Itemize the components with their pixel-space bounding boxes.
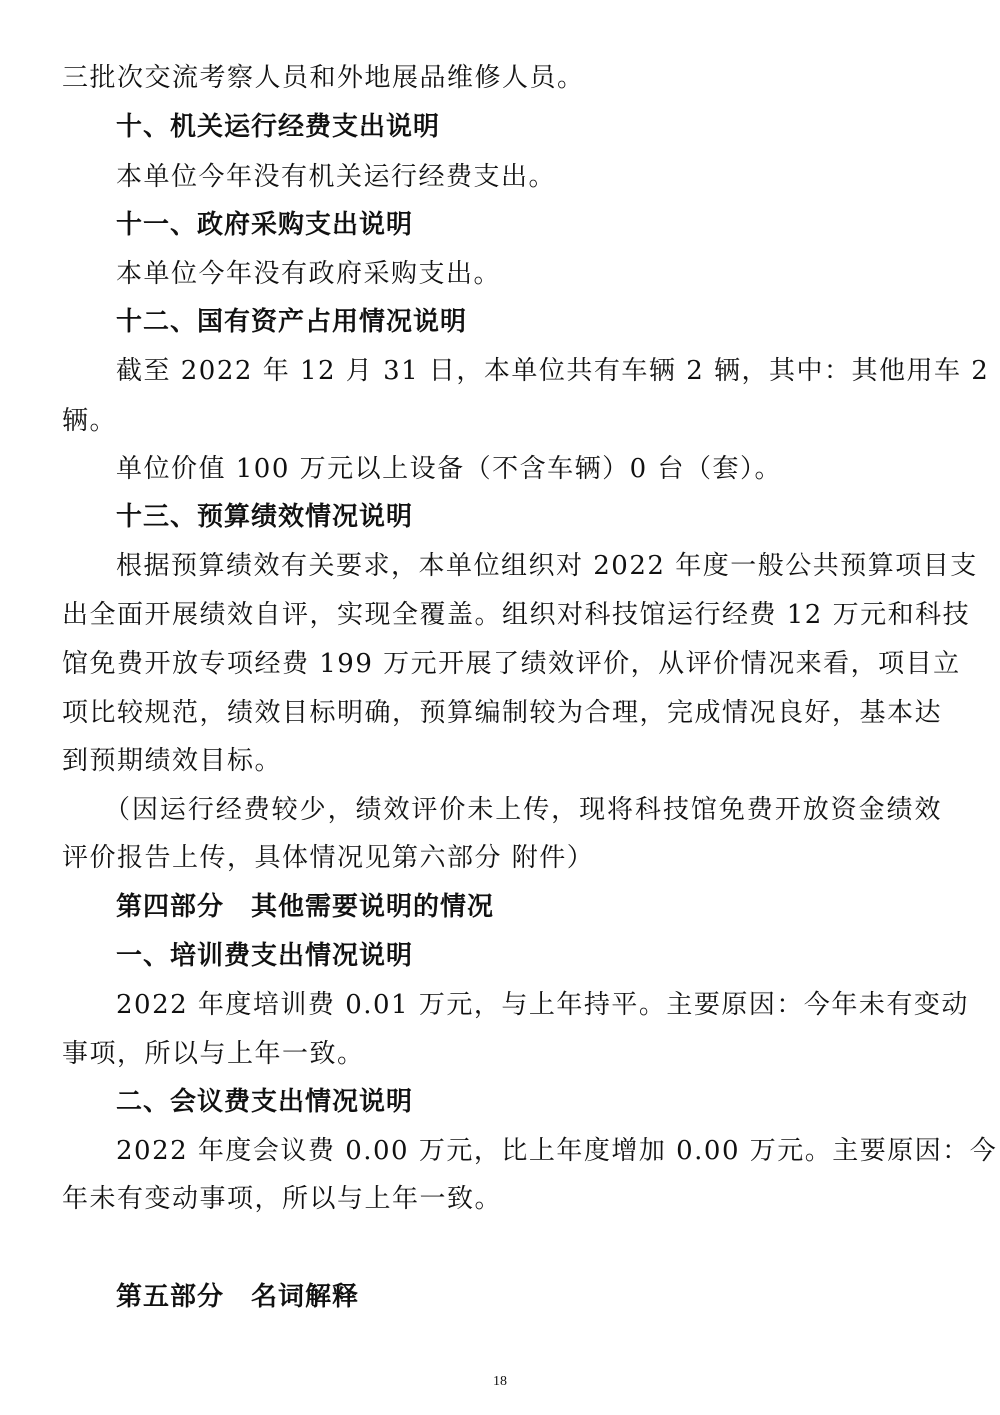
page-number: 18 bbox=[493, 1374, 507, 1389]
body-text-line: 项比较规范，绩效目标明确，预算编制较为合理，完成情况良好，基本达 bbox=[62, 698, 943, 728]
section-heading-11: 十一、政府采购支出说明 bbox=[116, 210, 414, 240]
body-text-line: （因运行经费较少，绩效评价未上传，现将科技馆免费开放资金绩效 bbox=[104, 795, 942, 825]
body-text-line: 2022 年度培训费 0.01 万元，与上年持平。主要原因：今年未有变动 bbox=[116, 990, 969, 1020]
section-heading-4-1: 一、培训费支出情况说明 bbox=[116, 941, 414, 971]
body-text-line: 事项，所以与上年一致。 bbox=[62, 1039, 365, 1069]
section-heading-13: 十三、预算绩效情况说明 bbox=[116, 502, 414, 532]
body-text-line: 到预期绩效目标。 bbox=[62, 746, 283, 776]
section-heading-12: 十二、国有资产占用情况说明 bbox=[116, 307, 468, 337]
body-text-line: 本单位今年没有政府采购支出。 bbox=[116, 259, 502, 289]
section-heading-10: 十、机关运行经费支出说明 bbox=[116, 112, 441, 142]
body-text-line: 根据预算绩效有关要求，本单位组织对 2022 年度一般公共预算项目支 bbox=[116, 551, 978, 581]
body-text-line: 出全面开展绩效自评，实现全覆盖。组织对科技馆运行经费 12 万元和科技 bbox=[62, 600, 971, 630]
body-text-line: 辆。 bbox=[62, 406, 118, 436]
body-text-line: 馆免费开放专项经费 199 万元开展了绩效评价，从评价情况来看，项目立 bbox=[62, 649, 961, 679]
body-text-line: 评价报告上传，具体情况见第六部分 附件） bbox=[62, 843, 595, 873]
body-text-line: 本单位今年没有机关运行经费支出。 bbox=[116, 162, 557, 192]
section-heading-4-2: 二、会议费支出情况说明 bbox=[116, 1087, 414, 1117]
part-heading-5: 第五部分 名词解释 bbox=[116, 1282, 360, 1312]
body-text-line: 三批次交流考察人员和外地展品维修人员。 bbox=[62, 63, 585, 93]
body-text-line: 单位价值 100 万元以上设备（不含车辆）0 台（套）。 bbox=[116, 454, 782, 484]
body-text-line: 年未有变动事项，所以与上年一致。 bbox=[62, 1184, 503, 1214]
body-text-line: 2022 年度会议费 0.00 万元，比上年度增加 0.00 万元。主要原因：今 bbox=[116, 1136, 998, 1166]
body-text-line: 截至 2022 年 12 月 31 日，本单位共有车辆 2 辆，其中：其他用车 2 bbox=[116, 356, 990, 386]
part-heading-4: 第四部分 其他需要说明的情况 bbox=[116, 892, 495, 922]
